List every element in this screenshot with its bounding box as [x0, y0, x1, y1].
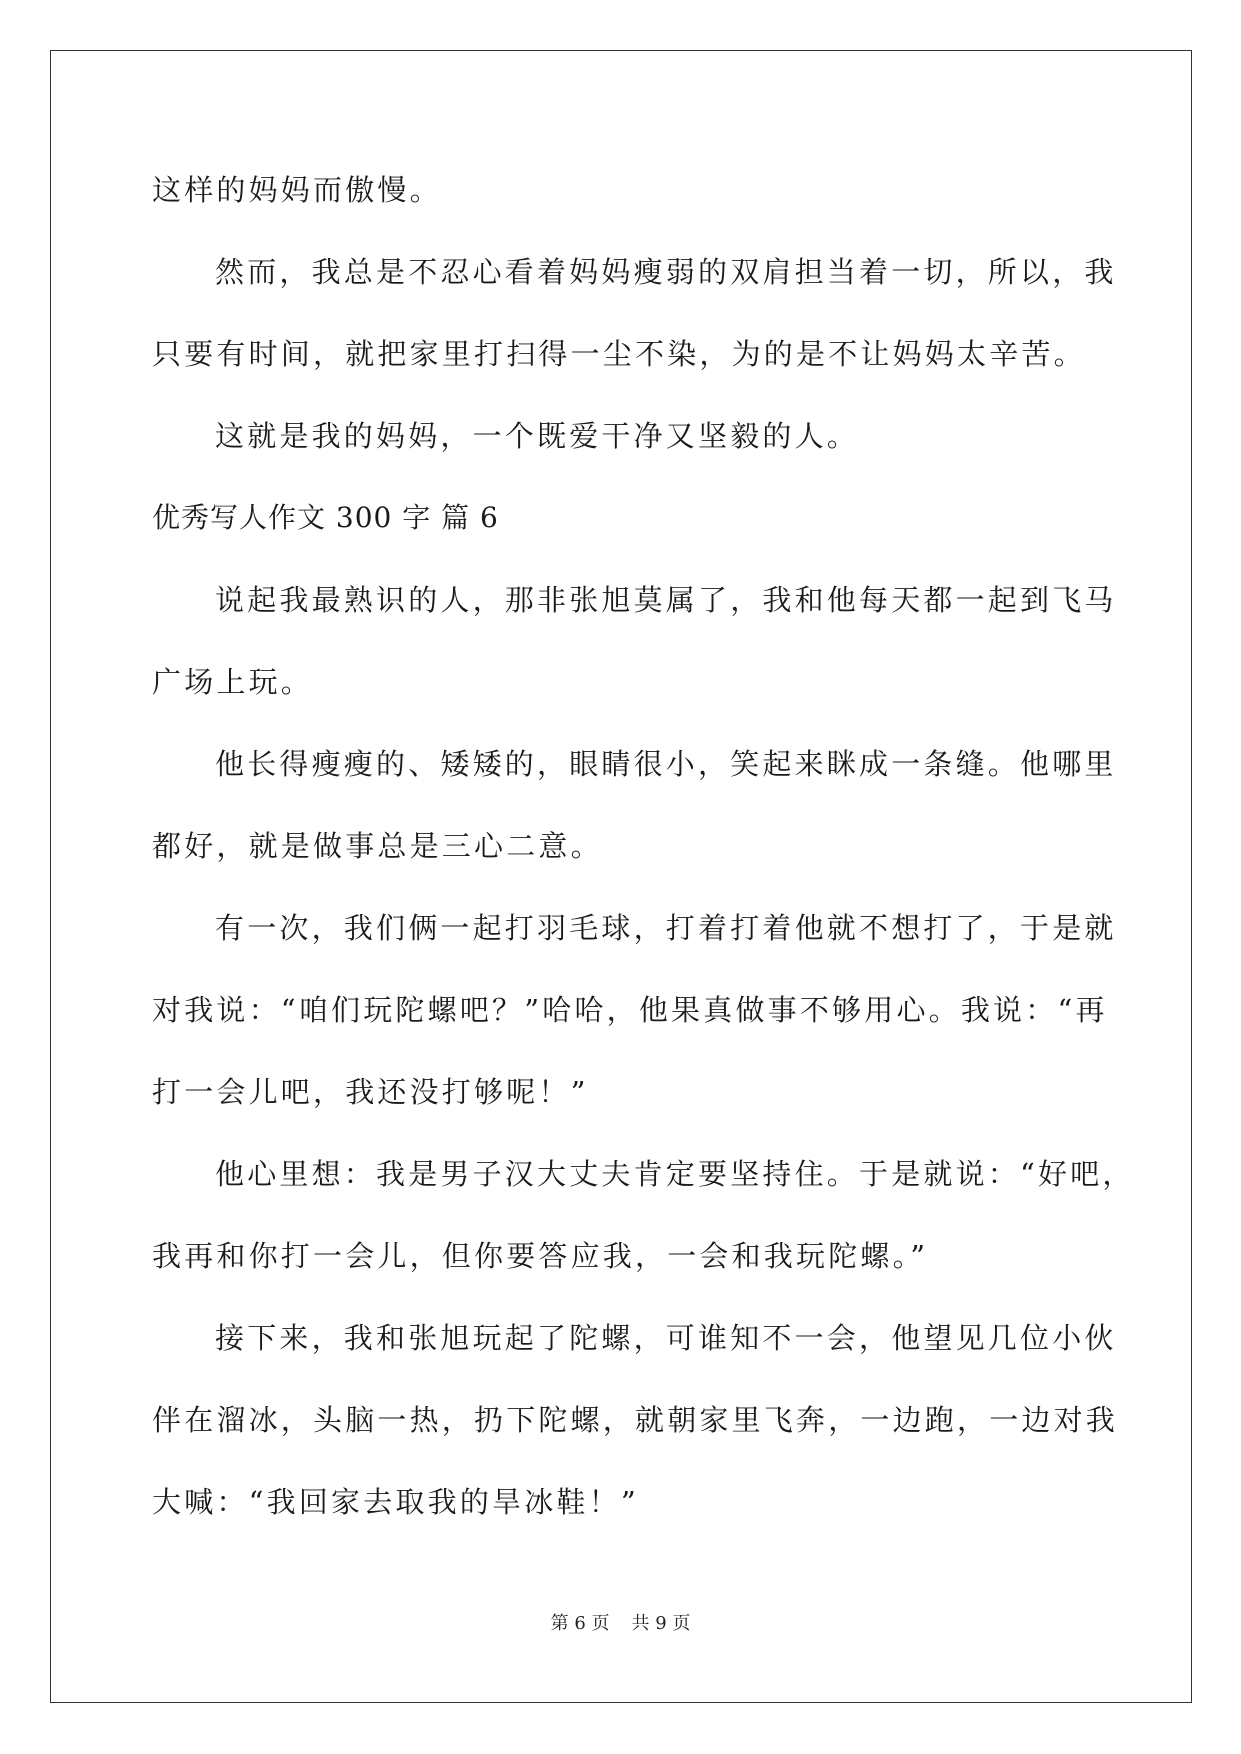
paragraph-line: 接下来，我和张旭玩起了陀螺，可谁知不一会，他望见几位小伙 — [215, 1321, 1117, 1355]
paragraph-line: 只要有时间，就把家里打扫得一尘不染，为的是不让妈妈太辛苦。 — [152, 337, 1086, 371]
paragraph-line: 他长得瘦瘦的、矮矮的，眼睛很小，笑起来眯成一条缝。他哪里 — [215, 747, 1117, 781]
total-page-count: 共 9 页 — [631, 1613, 691, 1634]
paragraph-line: 这样的妈妈而傲慢。 — [152, 173, 442, 207]
paragraph-line: 对我说：“咱们玩陀螺吧？”哈哈，他果真做事不够用心。我说：“再 — [152, 993, 1108, 1027]
paragraph-line: 大喊：“我回家去取我的旱冰鞋！” — [152, 1485, 639, 1519]
current-page-number: 第 6 页 — [550, 1613, 610, 1634]
paragraph-line: 伴在溜冰，头脑一热，扔下陀螺，就朝家里飞奔，一边跑，一边对我 — [152, 1403, 1119, 1437]
paragraph-line: 我再和你打一会儿，但你要答应我，一会和我玩陀螺。” — [152, 1239, 929, 1273]
paragraph-line: 说起我最熟识的人，那非张旭莫属了，我和他每天都一起到飞马 — [215, 583, 1117, 617]
paragraph-line: 广场上玩。 — [152, 665, 314, 699]
paragraph-line: 然而，我总是不忍心看着妈妈瘦弱的双肩担当着一切，所以，我 — [215, 255, 1117, 289]
paragraph-line: 他心里想：我是男子汉大丈夫肯定要坚持住。于是就说：“好吧， — [215, 1157, 1135, 1191]
page-footer — [0, 1612, 1241, 1636]
page-border — [50, 50, 1192, 1703]
section-heading: 优秀写人作文 300 字 篇 6 — [152, 501, 499, 534]
paragraph-line: 这就是我的妈妈，一个既爱干净又坚毅的人。 — [215, 419, 860, 453]
paragraph-line: 有一次，我们俩一起打羽毛球，打着打着他就不想打了，于是就 — [215, 911, 1117, 945]
paragraph-line: 打一会儿吧，我还没打够呢！” — [152, 1075, 589, 1109]
paragraph-line: 都好，就是做事总是三心二意。 — [152, 829, 603, 863]
